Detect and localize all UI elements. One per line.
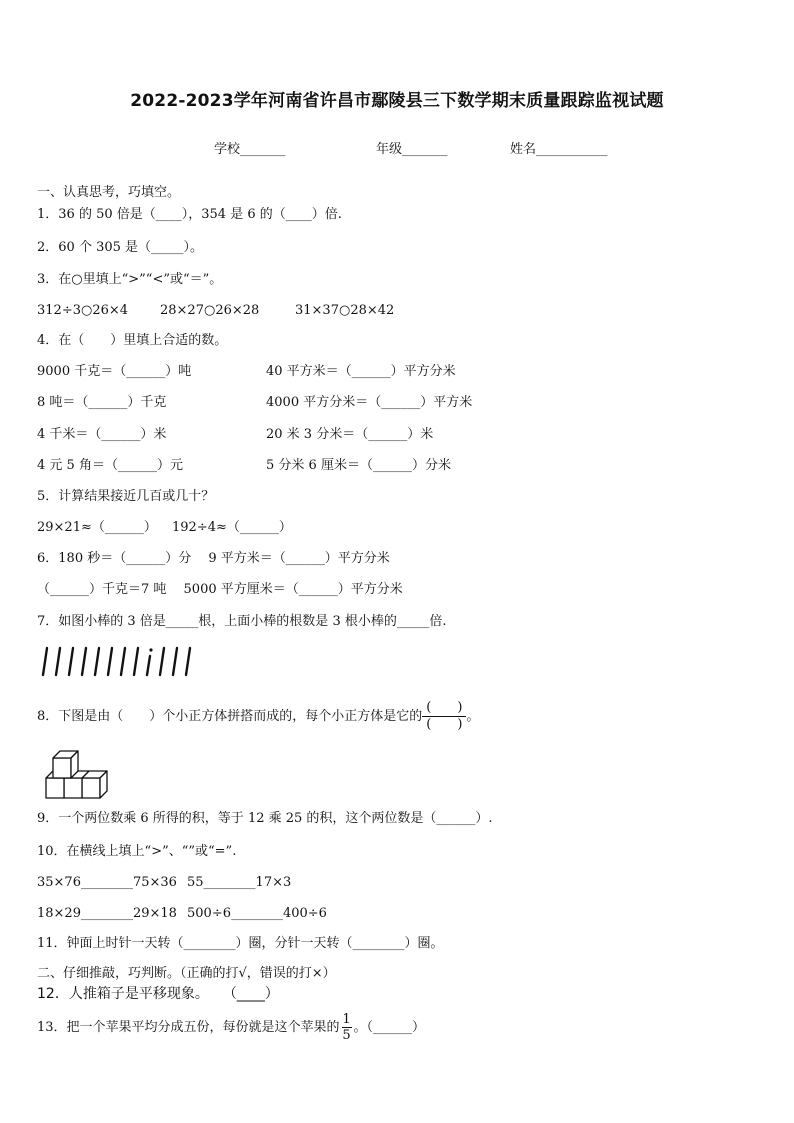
q13-text: 13．把一个苹果平均分成五份，每份就是这个苹果的: [37, 1020, 340, 1035]
q10-row1-item-2: 55________17×3: [187, 875, 292, 890]
q10-row2-item-1: 18×29________29×18: [37, 906, 177, 921]
question-4: 4．在（ ）里填上合适的数。: [37, 333, 228, 348]
q13-fraction-denominator: 5: [342, 1028, 351, 1043]
q4-right-2: 4000 平方分米＝（______）平方米: [266, 395, 473, 410]
question-5: 5．计算结果接近几百或几十？: [37, 489, 215, 504]
q3-item-1: 312÷3○26×4: [37, 303, 129, 318]
q8-fraction-denominator: ( ): [426, 717, 463, 732]
question-6-line-2: （______）千克＝7 吨 5000 平方厘米＝（______）平方分米: [37, 582, 403, 597]
q4-right-1: 40 平方米＝（______）平方分米: [266, 364, 456, 379]
q10-row2-item-2: 500÷6________400÷6: [187, 906, 327, 921]
q8-text: 8．下图是由（ ）个小正方体拼搭而成的，每个小正方体是它的: [37, 709, 423, 724]
q4-right-3: 20 米 3 分米＝（______）米: [266, 427, 434, 442]
sticks-figure: [36, 644, 206, 678]
question-13: [37, 1012, 425, 1043]
question-9: 9．一个两位数乘 6 所得的积，等于 12 乘 25 的积，这个两位数是（______）.: [37, 811, 493, 826]
q4-left-1: 9000 千克＝（______）吨: [37, 364, 192, 379]
question-8: [37, 700, 479, 733]
q4-left-3: 4 千米＝（______）米: [37, 427, 167, 442]
q13-fraction: [342, 1012, 352, 1043]
page-title: 2022-2023学年河南省许昌市鄢陵县三下数学期末质量跟踪监视试题: [130, 91, 664, 111]
school-field: 学校_______: [214, 142, 286, 157]
q4-left-2: 8 吨＝（______）千克: [37, 395, 167, 410]
question-2: 2．60 个 305 是（_____）。: [37, 240, 204, 255]
q8-fraction: [422, 700, 466, 733]
q3-item-3: 31×37○28×42: [295, 303, 395, 318]
cubes-figure: [42, 742, 108, 802]
q8-end: 。: [466, 709, 480, 724]
question-12: 12．人推箱子是平移现象。 （____）: [37, 986, 279, 1002]
section-1-heading: 一、认真思考，巧填空。: [37, 185, 181, 200]
question-3: 3．在○里填上“>”“<”或“＝”。: [37, 272, 223, 287]
q10-row1-item-1: 35×76________75×36: [37, 875, 177, 890]
q4-left-4: 4 元 5 角＝（______）元: [37, 458, 183, 473]
q13-fraction-numerator: 1: [342, 1012, 351, 1027]
section-2-heading: 二、仔细推敲，巧判断。（正确的打√，错误的打×）: [37, 966, 336, 981]
question-6-line-1: 6．180 秒＝（______）分 9 平方米＝（______）平方分米: [37, 551, 390, 566]
question-11: 11．钟面上时针一天转（________）圈，分针一天转（________）圈。: [37, 936, 444, 951]
name-field: 姓名___________: [510, 142, 608, 157]
question-10: 10．在横线上填上“>”、“”或“=”.: [37, 844, 237, 859]
q4-right-4: 5 分米 6 厘米＝（______）分米: [266, 458, 451, 473]
question-1: 1．36 的 50 倍是（____），354 是 6 的（____）倍.: [37, 207, 342, 222]
q8-fraction-numerator: ( ): [426, 700, 463, 715]
question-7: 7．如图小棒的 3 倍是_____根，上面小棒的根数是 3 根小棒的_____倍.: [37, 614, 447, 629]
q13-end: 。（______）: [353, 1020, 426, 1035]
q3-item-2: 28×27○26×28: [160, 303, 260, 318]
grade-field: 年级_______: [376, 142, 448, 157]
q5-item-1: 29×21≈（______）: [37, 520, 157, 535]
q5-item-2: 192÷4≈（______）: [172, 520, 292, 535]
